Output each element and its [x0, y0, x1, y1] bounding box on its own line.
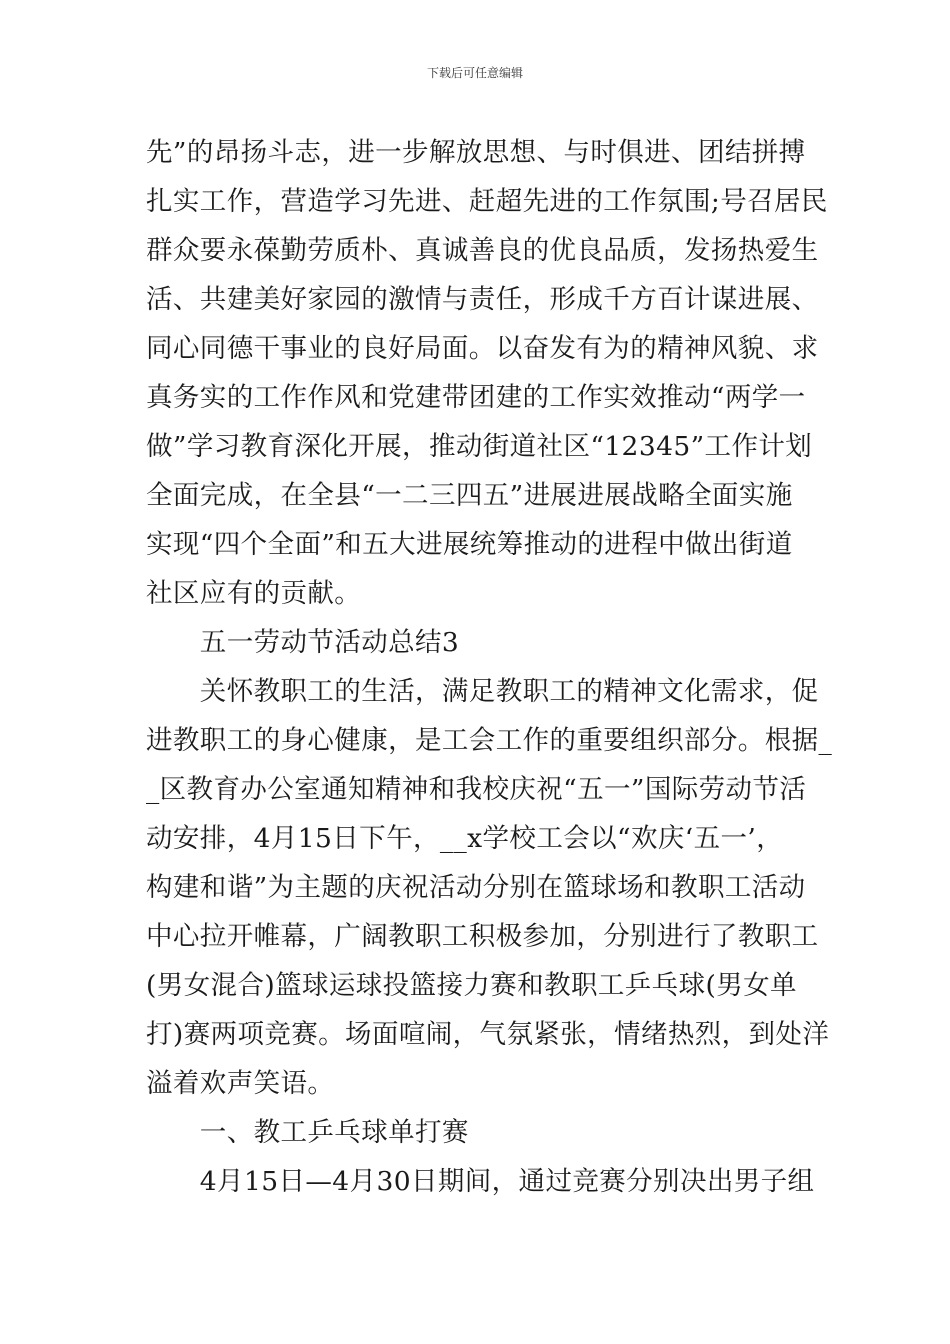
text-line: 关怀教职工的生活，满足教职工的精神文化需求，促	[146, 676, 819, 707]
text-line: 做”学习教育深化开展，推动街道社区“12345”工作计划	[146, 431, 813, 462]
section-heading: 五一劳动节活动总结3	[146, 627, 460, 658]
text-line: 全面完成，在全县“一二三四五”进展进展战略全面实施	[146, 480, 793, 511]
text-line: 群众要永葆勤劳质朴、真诚善良的优良品质，发扬热爱生	[146, 235, 819, 266]
text-line: 先”的昂扬斗志，进一步解放思想、与时俱进、团结拼搏	[146, 137, 806, 168]
text-line: 中心拉开帷幕，广阔教职工积极参加，分别进行了教职工	[146, 921, 819, 952]
text-line: 进教职工的身心健康，是工会工作的重要组织部分。根据_	[146, 725, 833, 756]
text-line: 活、共建美好家园的激情与责任，形成千方百计谋进展、	[146, 284, 819, 315]
text-line: 4月15日—4月30日期间，通过竞赛分别决出男子组	[146, 1166, 815, 1197]
text-line: 打)赛两项竞赛。场面喧闹，气氛紧张，情绪热烈，到处洋	[146, 1019, 830, 1050]
text-line: 扎实工作，营造学习先进、赶超先进的工作氛围;号召居民	[146, 186, 828, 217]
text-line: 真务实的工作作风和党建带团建的工作实效推动“两学一	[146, 382, 806, 413]
text-line: 溢着欢声笑语。	[146, 1068, 335, 1099]
text-line: _区教育办公室通知精神和我校庆祝“五一”国际劳动节活	[146, 774, 807, 805]
subsection-heading: 一、教工乒乓球单打赛	[146, 1117, 469, 1148]
text-line: 构建和谐”为主题的庆祝活动分别在篮球场和教职工活动	[146, 872, 806, 903]
text-line: 同心同德干事业的良好局面。以奋发有为的精神风貌、求	[146, 333, 819, 364]
text-line: 社区应有的贡献。	[146, 578, 362, 609]
text-line: (男女混合)篮球运球投篮接力赛和教职工乒乓球(男女单	[146, 970, 797, 1001]
page-header: 下载后可任意编辑	[426, 66, 523, 80]
document-body	[146, 128, 833, 1206]
text-line: 实现“四个全面”和五大进展统筹推动的进程中做出街道	[146, 529, 793, 560]
text-line: 动安排，4月15日下午，__x学校工会以“欢庆‘五一’，	[146, 823, 784, 854]
